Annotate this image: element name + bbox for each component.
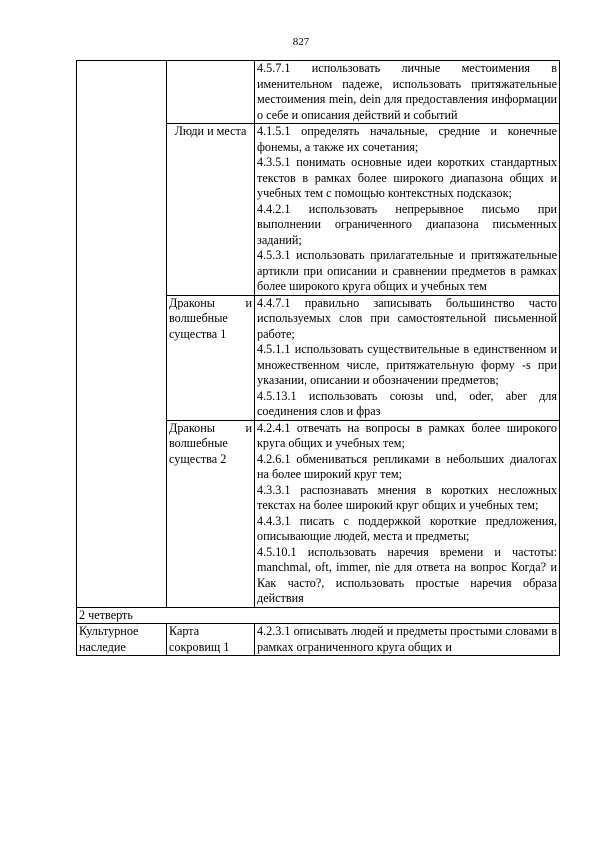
goals-cell	[255, 295, 560, 420]
goal-text: 4.1.5.1 определять начальные, средние и конечные фонемы, а также их сочетания;	[257, 124, 557, 154]
goal-text: 4.5.3.1 использовать прилагательные и притяжательные артикли при описании и сравнении предметов в рамках более широкого круга общих и учебных тем	[257, 248, 557, 293]
goals-cell	[255, 124, 560, 296]
goals-cell	[255, 61, 560, 124]
goal-text: 4.4.3.1 писать с поддержкой короткие предложения, описывающие людей, места и предметы;	[257, 513, 557, 543]
section-label: Культурное наследие	[79, 624, 139, 654]
topic-label: Карта сокровищ 1	[169, 624, 230, 654]
quarter-label: 2 четверть	[79, 607, 133, 622]
table-row	[77, 61, 560, 124]
goal-text: 4.4.7.1 правильно записывать большинство часто используемых слов при самостоятельной письменной работе;	[257, 295, 557, 341]
topic-label: Драконы и волшебные существа 1	[169, 295, 252, 341]
goal-text: 4.5.1.1 использовать существительные в единственном и множественном числе, притяжательную форму -s при указании, описании и обозначении предметов;	[257, 342, 557, 387]
page-number: 827	[292, 36, 310, 48]
section-cell	[77, 624, 167, 656]
goal-text: 4.2.4.1 отвечать на вопросы в рамках более широкого круга общих и учебных тем;	[257, 420, 557, 450]
topic-cell	[167, 61, 255, 124]
goal-text: 4.3.5.1 понимать основные идеи коротких стандартных текстов в рамках более широкого диапазона общих и учебных тем с помощью контекстных подсказок;	[257, 155, 557, 200]
topic-cell	[167, 124, 255, 296]
curriculum-table	[76, 60, 560, 656]
goal-text: 4.3.3.1 распознавать мнения в коротких несложных текстах на более широкий круг общих и учебных тем;	[257, 482, 557, 512]
goals-cell	[255, 420, 560, 607]
quarter-heading	[77, 607, 560, 624]
topic-label: Драконы и волшебные существа 2	[169, 420, 252, 466]
section-cell	[77, 61, 167, 608]
topic-cell	[167, 420, 255, 607]
topic-cell	[167, 624, 255, 656]
quarter-row	[77, 607, 560, 624]
goal-text: 4.2.6.1 обмениваться репликами в небольших диалогах на более широкий круг тем;	[257, 451, 557, 481]
goal-text: 4.5.7.1 использовать личные местоимения в именительном падеже, использовать притяжательные местоимения mein, dein для предоставления информации о себе и описания действий и событий	[257, 61, 557, 122]
topic-cell	[167, 295, 255, 420]
goal-text: 4.5.10.1 использовать наречия времени и частоты: manchmal, oft, immer, nie для ответа на вопрос Когда? и Как часто?, использовать простые наречия образа действия	[257, 544, 557, 605]
table-row	[77, 624, 560, 656]
goal-text: 4.4.2.1 использовать непрерывное письмо при выполнении ограниченного диапазона письменных заданий;	[257, 201, 557, 247]
goals-cell	[255, 624, 560, 656]
topic-label: Люди и места	[174, 124, 247, 138]
goal-text: 4.2.3.1 описывать людей и предметы простыми словами в рамках ограниченного круга общих и	[257, 624, 557, 654]
goal-text: 4.5.13.1 использовать союзы und, oder, aber для соединения слов и фраз	[257, 388, 557, 418]
